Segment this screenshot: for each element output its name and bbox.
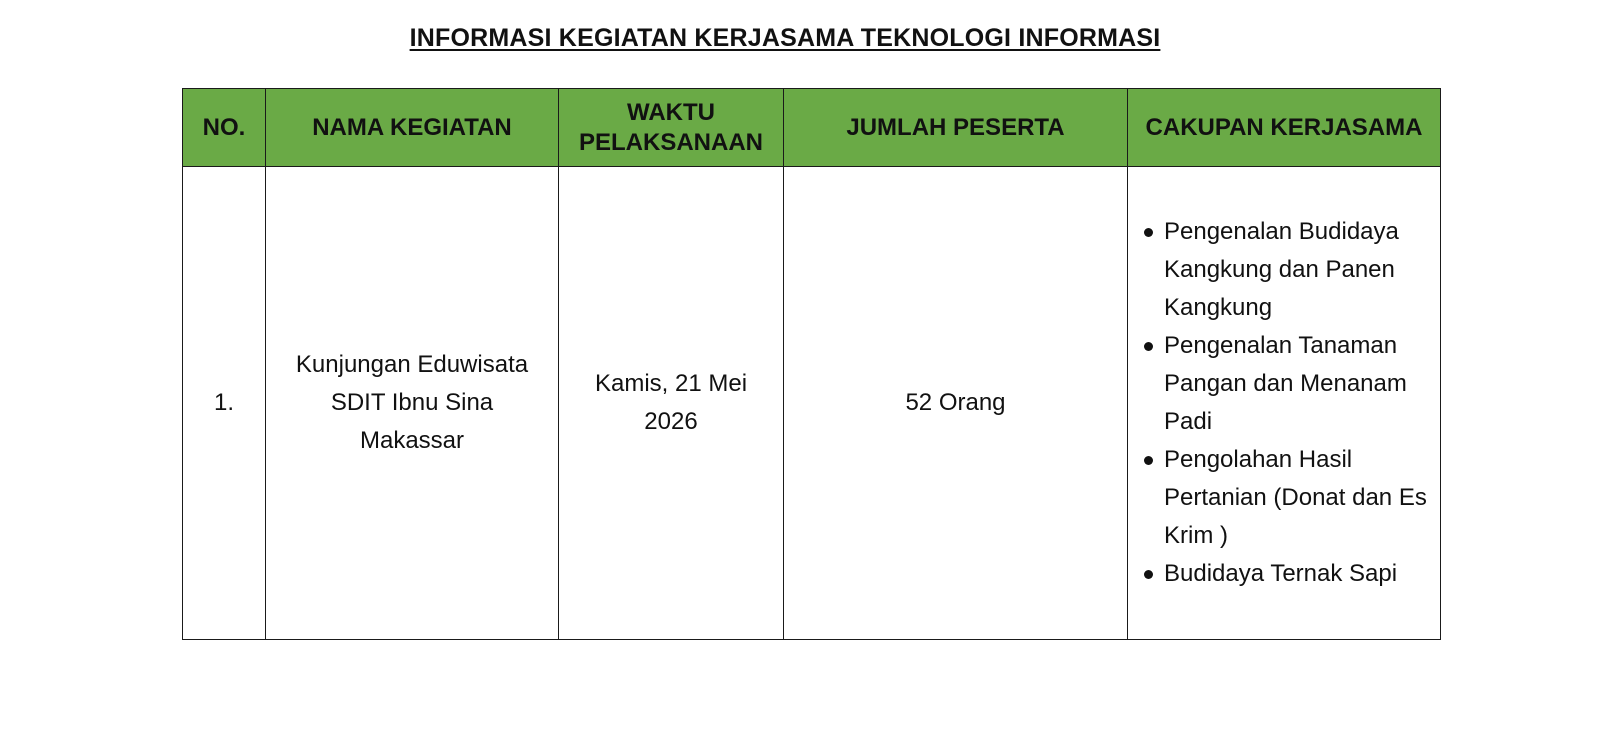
bullet-icon — [1144, 342, 1153, 351]
scope-list — [1142, 213, 1432, 593]
header-row — [183, 89, 1441, 167]
cell-no: 1. — [183, 167, 266, 640]
scope-item-text: Pengenalan Tanaman Pangan dan Menanam Padi — [1164, 332, 1407, 435]
table-body — [183, 167, 1441, 640]
header-waktu-pelaksanaan: WAKTU PELAKSANAAN — [559, 89, 784, 167]
cell-waktu-pelaksanaan: Kamis, 21 Mei 2026 — [559, 167, 784, 640]
header-nama-kegiatan: NAMA KEGIATAN — [266, 89, 559, 167]
header-no: NO. — [183, 89, 266, 167]
bullet-icon — [1144, 228, 1153, 237]
scope-item-text: Pengolahan Hasil Pertanian (Donat dan Es Krim ) — [1164, 446, 1427, 549]
scope-item-text: Budidaya Ternak Sapi — [1164, 560, 1398, 587]
header-cakupan-kerjasama: CAKUPAN KERJASAMA — [1128, 89, 1441, 167]
header-jumlah-peserta: JUMLAH PESERTA — [784, 89, 1128, 167]
activity-table — [182, 88, 1441, 640]
table-row — [183, 167, 1441, 640]
bullet-icon — [1144, 456, 1153, 465]
scope-item — [1142, 213, 1432, 327]
cell-jumlah-peserta: 52 Orang — [784, 167, 1128, 640]
table-header — [183, 89, 1441, 167]
document-title: INFORMASI KEGIATAN KERJASAMA TEKNOLOGI INFORMASI — [409, 24, 1161, 52]
cell-nama-kegiatan: Kunjungan Eduwisata SDIT Ibnu Sina Makassar — [266, 167, 559, 640]
scope-item — [1142, 327, 1432, 441]
bullet-icon — [1144, 570, 1153, 579]
scope-item — [1142, 555, 1432, 593]
scope-item — [1142, 441, 1432, 555]
scope-item-text: Pengenalan Budidaya Kangkung dan Panen Kangkung — [1164, 218, 1399, 321]
cell-cakupan-kerjasama — [1128, 167, 1441, 640]
